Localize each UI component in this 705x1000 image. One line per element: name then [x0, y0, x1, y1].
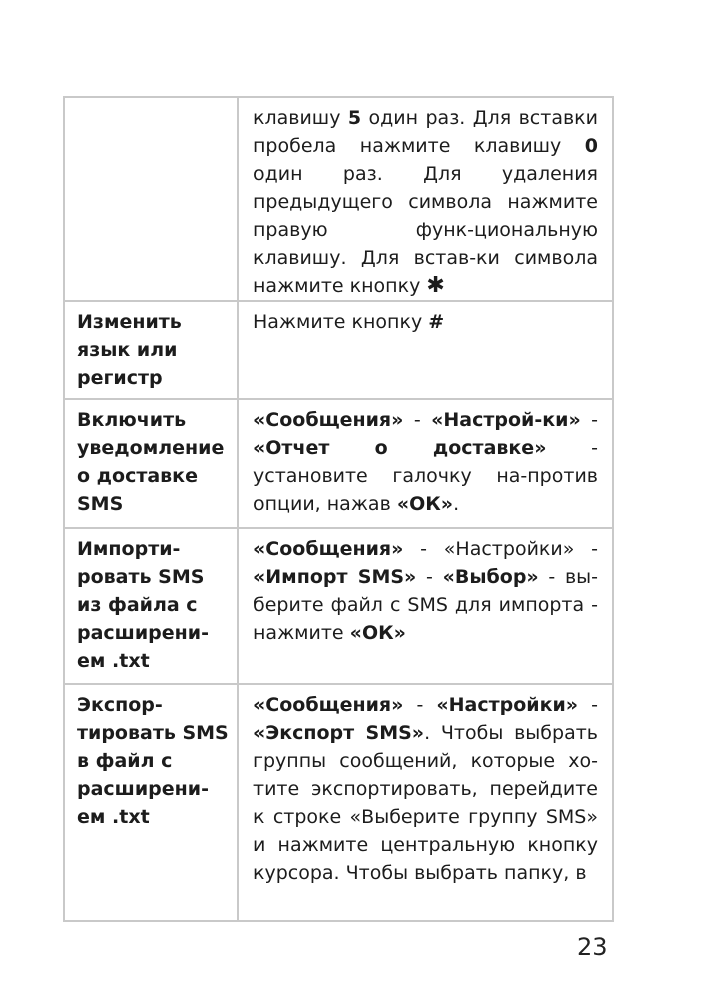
action-label: Изменить язык или регистр	[77, 311, 182, 389]
action-label: Экспор-тировать SMS в файл с расширени-ем .txt	[77, 694, 229, 828]
action-cell	[64, 684, 238, 921]
description-text: «Сообщения» - «Настройки» - «Импорт SMS» - «Выбор» - вы-берите файл с SMS для импорта - нажмите «ОК»	[253, 538, 599, 644]
action-cell	[64, 97, 238, 301]
description-cell	[238, 399, 613, 528]
description-text: клавишу 5 один раз. Для вставки пробела нажмите клавишу 0 один раз. Для удаления предыдущего символа нажмите правую функ-циональную клавишу. Для встав-ки символа нажмите кнопку ✱	[253, 107, 598, 298]
description-cell	[238, 301, 613, 399]
description-text: «Сообщения» - «Настрой-ки» - «Отчет о доставке» - установите галочку на-против опции, нажав «ОК».	[253, 409, 598, 515]
action-label	[65, 98, 237, 104]
action-label: Импорти-ровать SMS из файла с расширени-ем .txt	[77, 538, 209, 672]
description-cell	[238, 684, 613, 921]
table-row	[64, 97, 613, 301]
description-cell	[238, 97, 613, 301]
description-text: Нажмите кнопку #	[253, 311, 445, 333]
instruction-table	[63, 96, 614, 922]
table-row	[64, 528, 613, 684]
asterisk-key-icon: ✱	[426, 273, 445, 298]
description-cell	[238, 528, 613, 684]
table-row	[64, 301, 613, 399]
table-row	[64, 399, 613, 528]
action-cell	[64, 528, 238, 684]
action-cell	[64, 399, 238, 528]
description-text: «Сообщения» - «Настройки» - «Экспорт SMS». Чтобы выбрать группы сообщений, которые хо-тите экспортировать, перейдите к строке «Выберите группу SMS» и нажмите центральную кнопку курсора. Чтобы выбрать папку, в	[253, 694, 598, 884]
page-number: 23	[577, 933, 608, 961]
table-row	[64, 684, 613, 921]
action-label: Включить уведомление о доставке SMS	[77, 409, 225, 515]
action-cell	[64, 301, 238, 399]
